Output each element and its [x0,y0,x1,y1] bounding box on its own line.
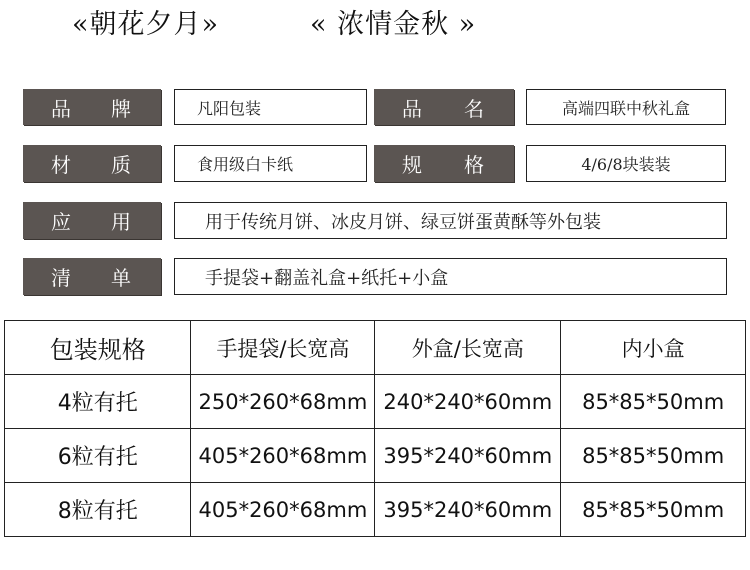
table-row [5,375,746,429]
package-list-label-char-1: 清 [51,266,71,290]
application-value: 用于传统月饼、冰皮月饼、绿豆饼蛋黄酥等外包装 [174,202,727,239]
row-handbag-size: 405*260*68mm [191,483,375,537]
package-list-value: 手提袋+翻盖礼盒+纸托+小盒 [174,258,727,295]
brand-value: 凡阳包装 [174,89,367,125]
package-list-label [23,258,161,295]
row-inner-box-size: 85*85*50mm [561,483,746,537]
table-header-row [5,321,746,375]
product-name-label-char-2: 名 [464,96,484,121]
application-label [23,202,161,239]
application-label-char-1: 应 [51,210,71,234]
table-row [5,429,746,483]
product-title-left: «朝花夕月» [72,9,220,40]
header-package-spec: 包装规格 [5,321,191,375]
row-outer-box-size: 395*240*60mm [375,429,561,483]
application-label-char-2: 用 [111,210,131,234]
package-list-label-char-2: 单 [111,266,131,290]
product-title-right: « 浓情金秋 » [310,9,477,40]
header-inner-box: 内小盒 [561,321,746,375]
row-package-spec: 8粒有托 [5,483,191,537]
product-name-label-char-1: 品 [402,96,422,121]
spec-value: 4/6/8块装装 [526,145,726,182]
table-row [5,483,746,537]
brand-label-char-2: 牌 [111,96,131,121]
row-handbag-size: 405*260*68mm [191,429,375,483]
material-label-char-1: 材 [51,153,71,177]
header-handbag-dimensions: 手提袋/长宽高 [191,321,375,375]
row-package-spec: 6粒有托 [5,429,191,483]
row-handbag-size: 250*260*68mm [191,375,375,429]
brand-label-char-1: 品 [51,96,71,121]
product-name-label [374,89,514,125]
spec-label [374,145,514,182]
row-outer-box-size: 240*240*60mm [375,375,561,429]
spec-label-char-1: 规 [402,153,422,177]
material-label [23,145,161,182]
row-outer-box-size: 395*240*60mm [375,483,561,537]
packaging-spec-table [4,320,746,537]
row-package-spec: 4粒有托 [5,375,191,429]
header-outer-box-dimensions: 外盒/长宽高 [375,321,561,375]
row-inner-box-size: 85*85*50mm [561,375,746,429]
material-label-char-2: 质 [111,153,131,177]
spec-label-char-2: 格 [464,153,484,177]
product-name-value: 高端四联中秋礼盒 [526,89,726,125]
material-value: 食用级白卡纸 [174,145,367,182]
row-inner-box-size: 85*85*50mm [561,429,746,483]
brand-label [23,89,161,125]
